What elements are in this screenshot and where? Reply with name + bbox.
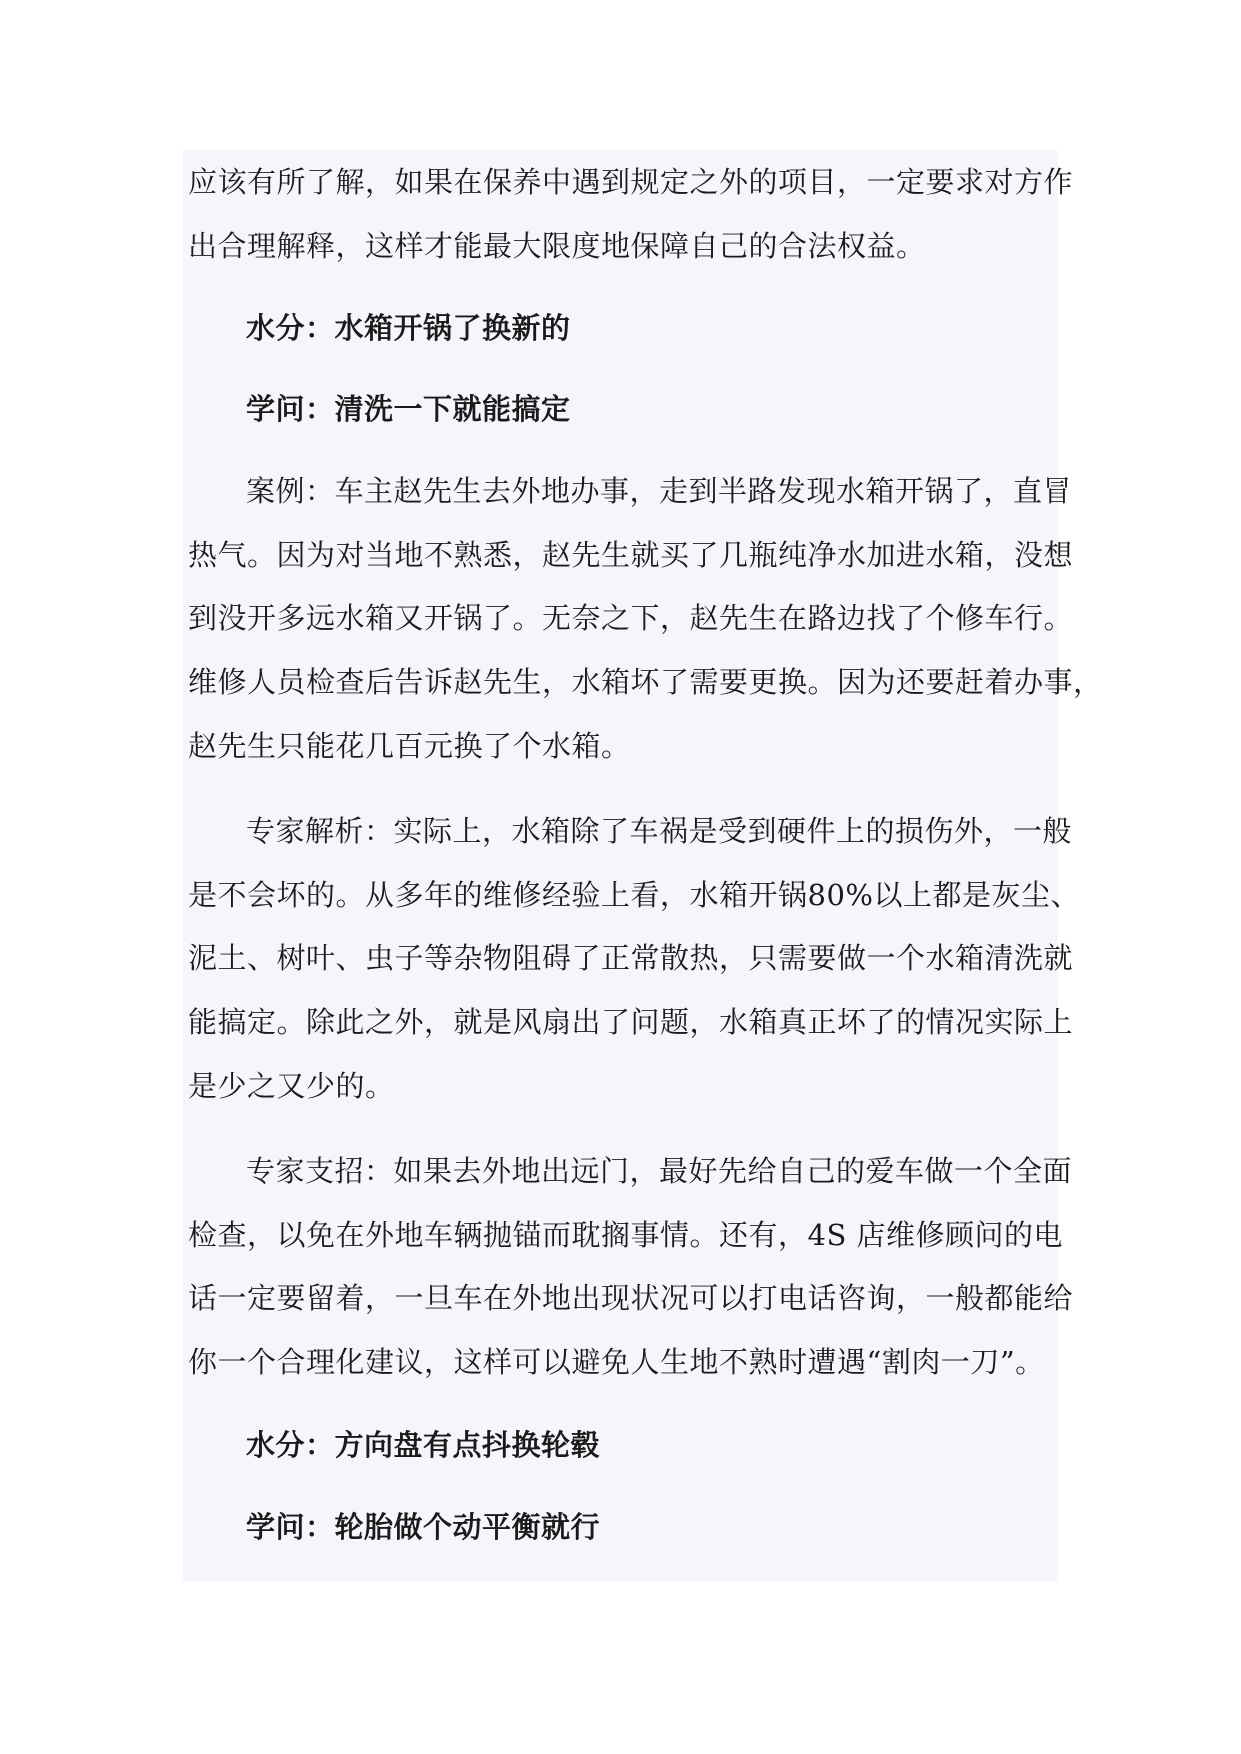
- advice-paragraph-line: 检查，以免在外地车辆抛锚而耽搁事情。还有，4S 店维修顾问的电: [188, 1218, 1064, 1252]
- section-heading: 水分：水箱开锅了换新的: [246, 311, 571, 345]
- case-paragraph-line: 热气。因为对当地不熟悉，赵先生就买了几瓶纯净水加进水箱，没想: [188, 538, 1074, 572]
- analysis-paragraph-line: 是不会坏的。从多年的维修经验上看，水箱开锅80%以上都是灰尘、: [188, 878, 1080, 912]
- text-line: 出合理解释，这样才能最大限度地保障自己的合法权益。: [188, 229, 926, 263]
- analysis-paragraph-line: 能搞定。除此之外，就是风扇出了问题，水箱真正坏了的情况实际上: [188, 1005, 1074, 1039]
- advice-paragraph-line: 你一个合理化建议，这样可以避免人生地不熟时遭遇“割肉一刀”。: [188, 1345, 1045, 1379]
- analysis-paragraph-line: 泥土、树叶、虫子等杂物阻碍了正常散热，只需要做一个水箱清洗就: [188, 941, 1074, 975]
- case-paragraph-line: 维修人员检查后告诉赵先生，水箱坏了需要更换。因为还要赶着办事，: [188, 665, 1103, 699]
- case-paragraph-line: 案例：车主赵先生去外地办事，走到半路发现水箱开锅了，直冒: [246, 474, 1073, 508]
- section-subheading: 学问：轮胎做个动平衡就行: [246, 1510, 601, 1544]
- case-paragraph-line: 到没开多远水箱又开锅了。无奈之下，赵先生在路边找了个修车行。: [188, 601, 1074, 635]
- text-line: 应该有所了解，如果在保养中遇到规定之外的项目，一定要求对方作: [188, 165, 1074, 199]
- analysis-paragraph-line: 是少之又少的。: [188, 1069, 395, 1103]
- section-subheading: 学问：清洗一下就能搞定: [246, 392, 571, 426]
- section-heading: 水分：方向盘有点抖换轮毂: [246, 1428, 601, 1462]
- advice-paragraph-line: 话一定要留着，一旦车在外地出现状况可以打电话咨询，一般都能给: [188, 1281, 1074, 1315]
- case-paragraph-line: 赵先生只能花几百元换了个水箱。: [188, 729, 631, 763]
- advice-paragraph-line: 专家支招：如果去外地出远门，最好先给自己的爱车做一个全面: [246, 1154, 1073, 1188]
- analysis-paragraph-line: 专家解析：实际上，水箱除了车祸是受到硬件上的损伤外，一般: [246, 814, 1073, 848]
